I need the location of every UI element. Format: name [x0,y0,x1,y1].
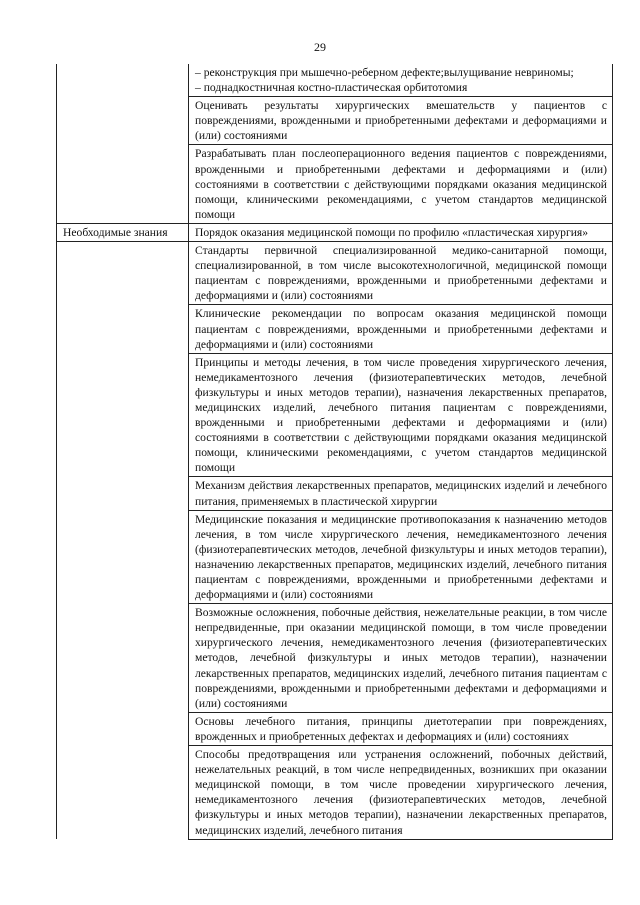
row-content-cell: Разрабатывать план послеоперационного ведения пациентов с повреждениями, врожденными и приобретенными дефектами и деформациями и (или) состояниями в соответствии с действующими порядками оказания медицинской помощи, клиническими рекомендациями, с учетом стандартов медицинской помощи [189,145,613,223]
table-row [57,97,613,145]
row-label-cell [57,97,189,145]
row-content-cell: Стандарты первичной специализированной медико-санитарной помощи, специализированной, в том числе высокотехнологичной, медицинской помощи пациентам с повреждениями, врожденными и приобретенными дефектами и деформациями и (или) состояниями [189,242,613,305]
table-row [57,353,613,477]
table-row [57,64,613,97]
row-content-cell: Механизм действия лекарственных препаратов, медицинских изделий и лечебного питания, применяемых в пластической хирургии [189,477,613,510]
row-content-cell: Принципы и методы лечения, в том числе проведения хирургического лечения, немедикаментозного лечения (физиотерапевтических методов, лечебной физкультуры и иных методов терапии), назначения лекарственных препаратов, медицинских изделий, лечебного питания пациентам с повреждениями, врожденными и приобретенными дефектами и деформациями и (или) состояниями в соответствии с действующими порядками оказания медицинской помощи, клиническими рекомендациями, с учетом стандартов медицинской помощи [189,353,613,477]
row-label-cell [57,712,189,745]
row-content-cell: Оценивать результаты хирургических вмешательств у пациентов с повреждениями, врожденными и приобретенными дефектами и деформациями и (или) состояниями [189,97,613,145]
row-content-cell: Порядок оказания медицинской помощи по профилю «пластическая хирургия» [189,223,613,241]
table-row [57,242,613,305]
skill-text-line: – реконструкция при мышечно-реберном дефекте;вылущивание невриномы; [195,66,574,79]
table-row [57,223,613,241]
row-content-cell: Возможные осложнения, побочные действия, нежелательные реакции, в том числе непредвиденные, при оказании медицинской помощи, в том числе проведении хирургического лечения, немедикаментозного лечения (физиотерапевтических методов, лечебной физкультуры и иных методов терапии), назначении лекарственных препаратов, медицинских изделий, лечебного питания пациентам с повреждениями, врожденными и приобретенными дефектами и деформациями и (или) состояниями [189,604,613,713]
page-number: 29 [314,40,326,54]
table-row [57,477,613,510]
row-content-cell: Основы лечебного питания, принципы диетотерапии при повреждениях, врожденных и приобретенных дефектах и деформациях и (или) состояниях [189,712,613,745]
row-label-cell [57,145,189,223]
competency-table [56,64,613,840]
row-label-cell [57,510,189,604]
row-label-cell [57,353,189,477]
table-row [57,510,613,604]
skill-text-line: – поднадкостничная костно-пластическая орбитотомия [195,81,468,95]
row-label-cell [57,64,189,97]
table-row [57,712,613,745]
row-label-cell [57,242,189,305]
section-label-required-knowledge: Необходимые знания [57,223,189,241]
row-label-cell [57,477,189,510]
table-row [57,145,613,223]
row-content-cell [189,64,613,97]
table-row [57,305,613,353]
row-label-cell [57,746,189,840]
row-label-cell [57,305,189,353]
row-content-cell: Клинические рекомендации по вопросам оказания медицинской помощи пациентам с повреждениями, врожденными и приобретенными дефектами и деформациями и (или) состояниями [189,305,613,353]
table-row [57,604,613,713]
row-content-cell: Способы предотвращения или устранения осложнений, побочных действий, нежелательных реакций, в том числе непредвиденных, возникших при оказании медицинской помощи, в том числе проведении хирургического лечения, немедикаментозного лечения (физиотерапевтических методов, лечебной физкультуры и иных методов терапии), назначении лекарственных препаратов, медицинских изделий, лечебного питания [189,746,613,840]
table-row [57,746,613,840]
row-content-cell: Медицинские показания и медицинские противопоказания к назначению методов лечения, в том числе хирургического лечения, немедикаментозного лечения (физиотерапевтических методов, лечебной физкультуры и иных методов терапии), назначению лекарственных препаратов, медицинских изделий, лечебного питания пациентам с повреждениями, врожденными и приобретенными дефектами и деформациями и (или) состояниями [189,510,613,604]
row-label-cell [57,604,189,713]
